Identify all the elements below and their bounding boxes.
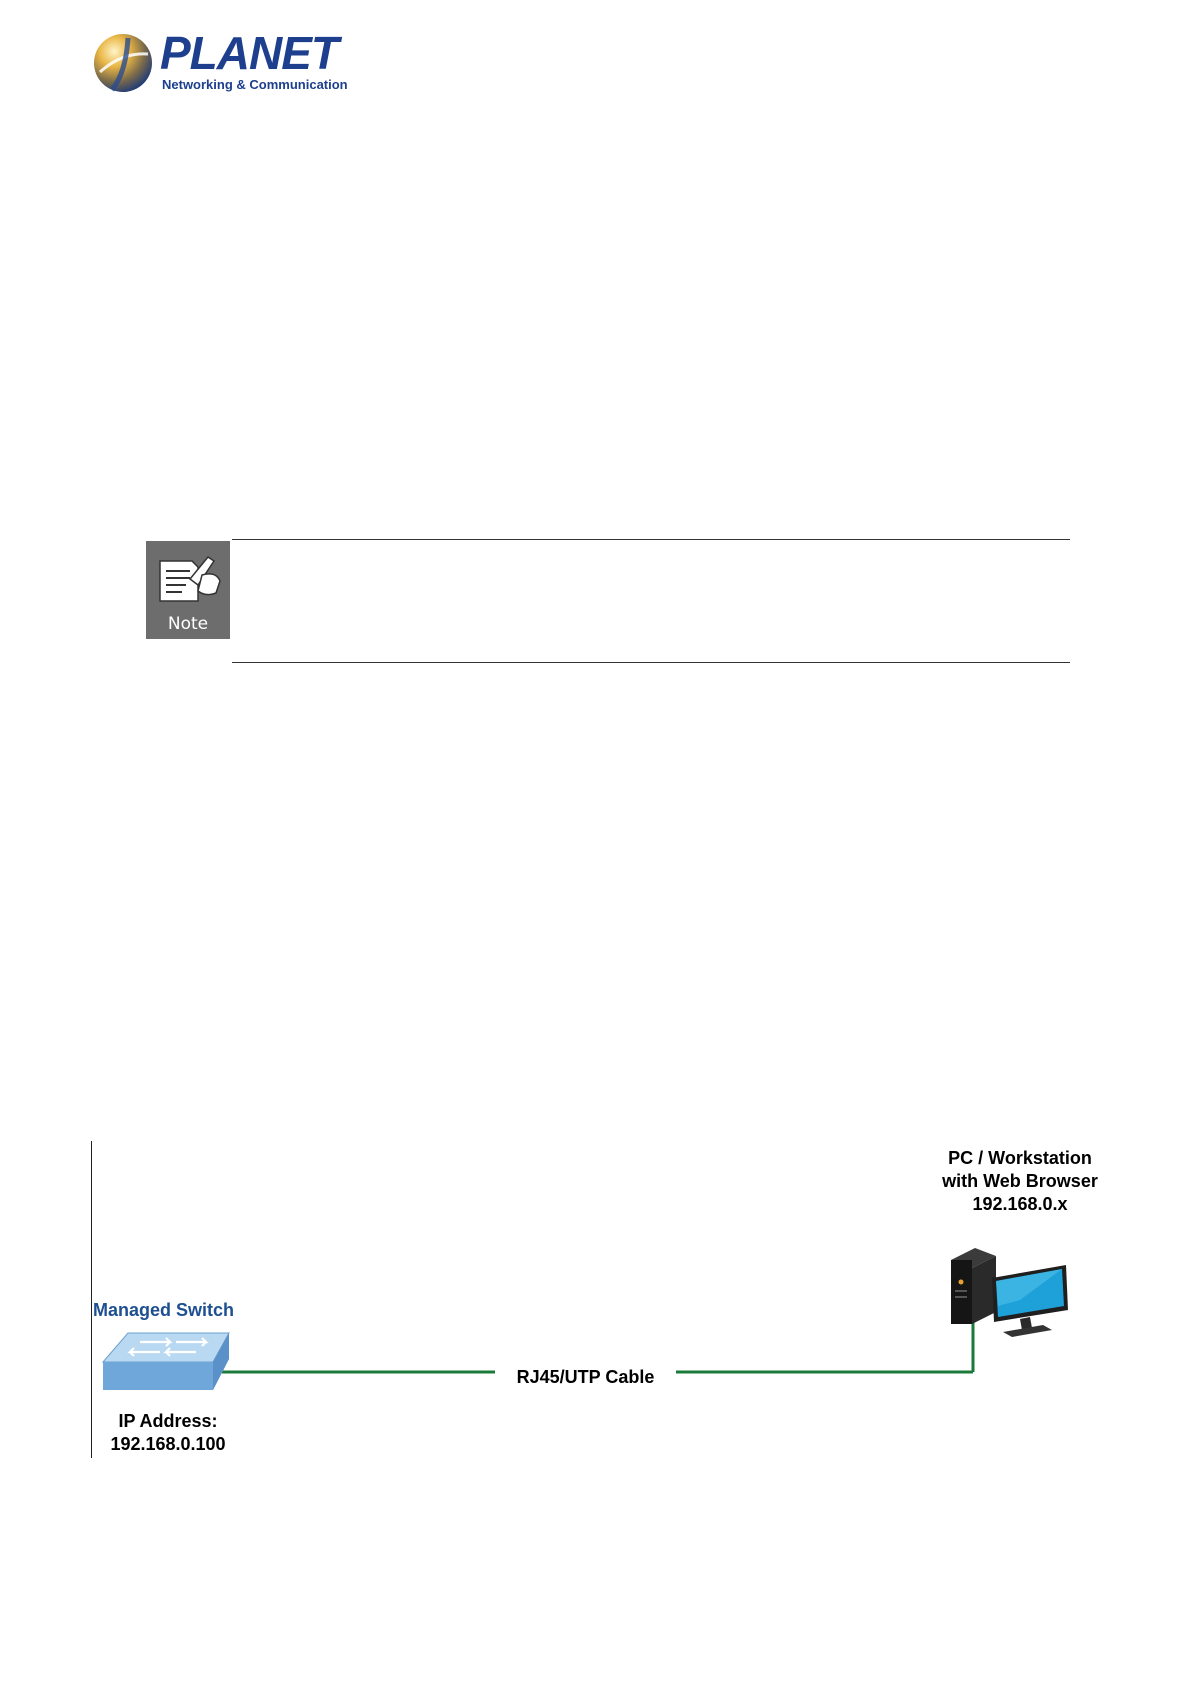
pc-title: PC / Workstation — [948, 1148, 1092, 1168]
switch-title: Managed Switch — [93, 1300, 235, 1320]
pc-subtitle: with Web Browser — [942, 1171, 1098, 1191]
globe-logo-icon — [92, 32, 154, 94]
switch-icon — [103, 1333, 229, 1390]
pc-ip-address: 192.168.0.x — [972, 1194, 1068, 1214]
note-icon-label: Note — [167, 614, 209, 634]
planet-logo — [92, 27, 348, 98]
note-bottom-rule — [232, 662, 1070, 663]
note-top-rule — [232, 539, 1070, 540]
note-icon — [146, 541, 230, 639]
switch-ip-label: IP Address: — [118, 1411, 218, 1431]
pc-workstation-icon — [951, 1248, 1068, 1337]
cable-label: RJ45/UTP Cable — [498, 1366, 673, 1389]
logo-wordmark: PLANET — [160, 27, 338, 79]
logo-tagline: Networking & Communication — [162, 77, 348, 92]
switch-ip-value: 192.168.0.100 — [110, 1434, 226, 1454]
